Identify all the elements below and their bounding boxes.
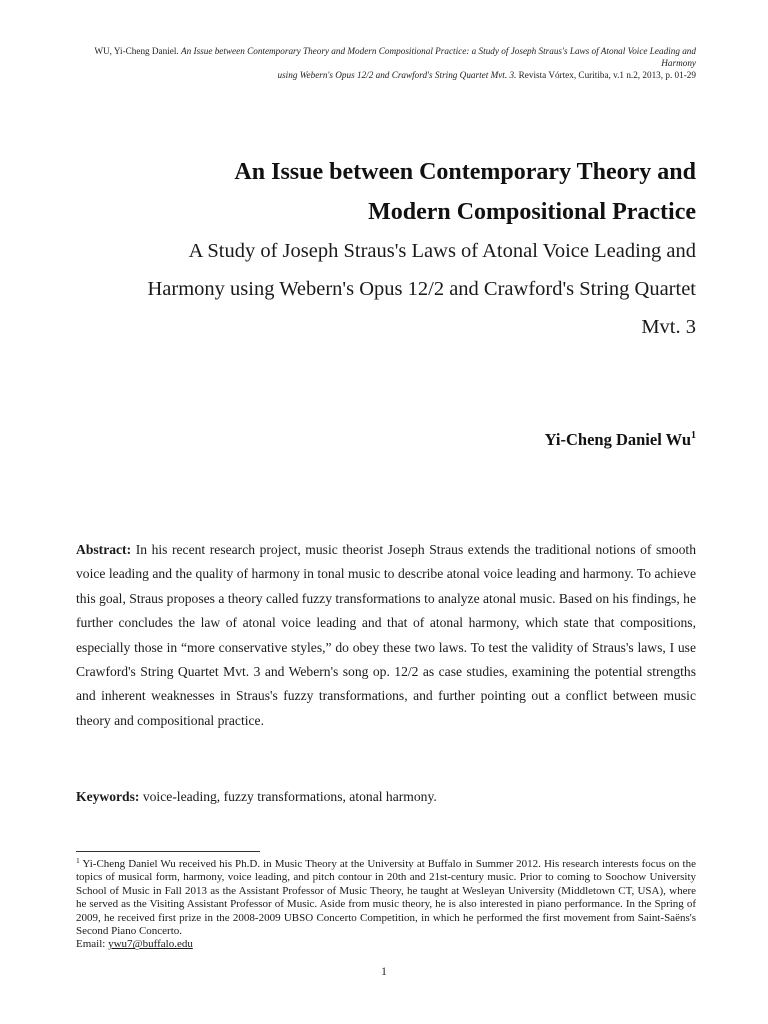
keywords-label: Keywords:	[76, 789, 140, 804]
footnote-divider	[76, 851, 260, 852]
header-author: WU, Yi-Cheng Daniel.	[94, 46, 182, 56]
abstract	[76, 538, 696, 733]
keywords	[76, 785, 696, 809]
author-name	[545, 430, 696, 450]
paper-subtitle-line-2: Harmony using Webern's Opus 12/2 and Crawford's String Quartet	[147, 278, 696, 300]
paper-subtitle-line-1: A Study of Joseph Straus's Laws of Atonal Voice Leading and	[188, 240, 696, 262]
paper-title-line-1: An Issue between Contemporary Theory and	[234, 159, 696, 185]
title-block	[76, 152, 696, 346]
footnote-text: Yi-Cheng Daniel Wu received his Ph.D. in Music Theory at the University at Buffalo in Summer 2012. His research interests focus on the topics of musical form, harmony, voice leading, and pitch contour in 20th and 21st-century music. Prior to coming to Soochow University School of Music in Fall 2013 as the Assistant Professor of Music Theory, he taught at Wesleyan University (Middletown CT, USA), where he served as the Visiting Assistant Professor of Music. Aside from music theory, he is also interested in piano performance. In the Spring of 2009, he received first prize in the 2008-2009 UBSO Concerto Competition, in which he performed the first movement from Saint-Saëns's Second Piano Concerto.	[76, 858, 696, 938]
footnote	[76, 854, 696, 952]
header-title-italic: An Issue between Contemporary Theory and Modern Compositional Practice: a Study of Joseph Straus's Laws of Atonal Voice Leading and Harmony	[181, 46, 696, 68]
author-footnote-mark[interactable]: 1	[691, 430, 696, 441]
author-email-link[interactable]: ywu7@buffalo.edu	[108, 938, 193, 951]
header-citation: Revista Vórtex, Curitiba, v.1 n.2, 2013, p. 01-29	[516, 70, 696, 80]
footnote-mark: 1	[76, 856, 80, 865]
author-name-text: Yi-Cheng Daniel Wu	[544, 430, 691, 449]
keywords-text: voice-leading, fuzzy transformations, atonal harmony.	[139, 789, 437, 804]
paper-subtitle-line-3: Mvt. 3	[641, 316, 696, 338]
abstract-text: In his recent research project, music theorist Joseph Straus extends the traditional notions of smooth voice leading and the quality of harmony in tonal music to describe atonal voice leading and harmony. To achieve this goal, Straus proposes a theory called fuzzy transformations to analyze atonal music. Based on his findings, he further concludes the law of atonal voice leading and that of atonal harmony, which state that compositions, especially those in “more conservative styles,” do obey these two laws. To test the validity of Straus's laws, I use Crawford's String Quartet Mvt. 3 and Webern's song op. 12/2 as case studies, examining the potential strengths and inherent weaknesses in Straus's fuzzy transformations, and further pointing out a conflict between music theory and compositional practice.	[76, 542, 696, 728]
running-header	[76, 45, 696, 81]
footnote-email-label: Email:	[76, 938, 109, 951]
abstract-label: Abstract:	[76, 542, 132, 557]
paper-title-line-2: Modern Compositional Practice	[368, 199, 696, 225]
header-title-italic-cont: using Webern's Opus 12/2 and Crawford's String Quartet Mvt. 3.	[277, 70, 517, 80]
page-number: 1	[381, 966, 387, 978]
